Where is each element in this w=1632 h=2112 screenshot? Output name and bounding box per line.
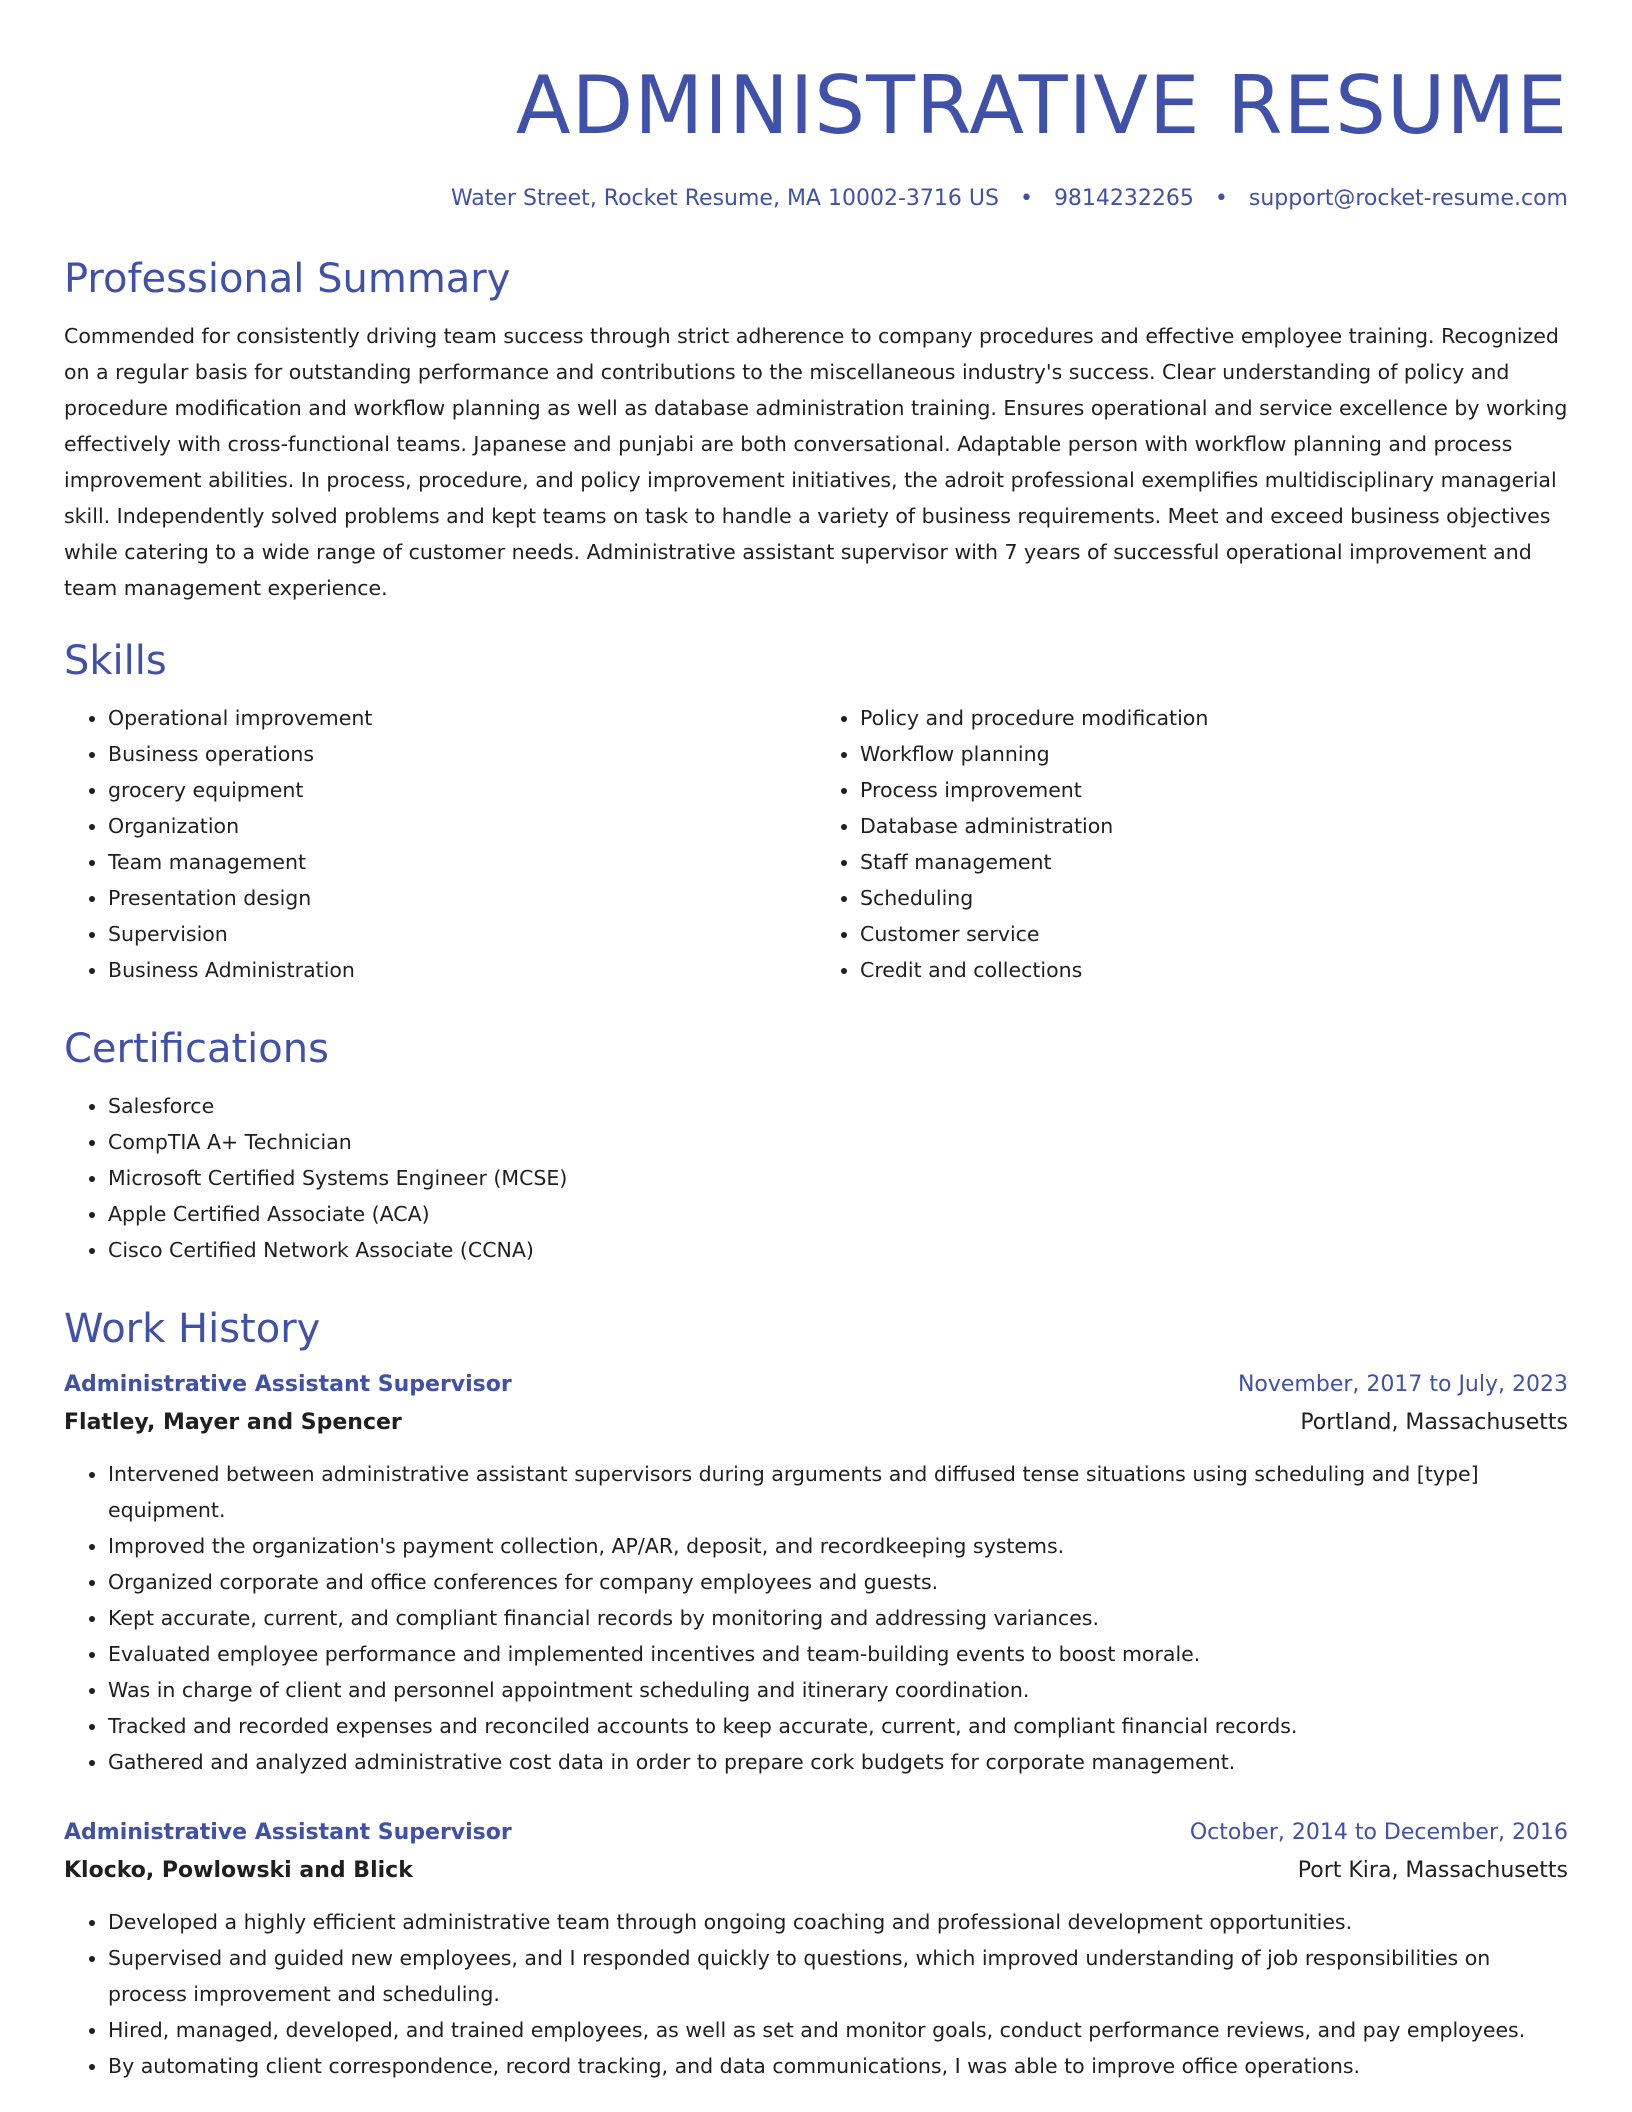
job-bullet: • By automating client correspondence, record tracking, and data communications, I was able to improve office operations. (108, 2048, 1568, 2084)
skill-item: • Business Administration (108, 952, 816, 988)
job-bullet: • Gathered and analyzed administrative cost data in order to prepare cork budgets for corporate management. (108, 1744, 1568, 1780)
resume-page (64, 0, 1568, 2084)
job-header (64, 1366, 1568, 1404)
skill-item: • Staff management (860, 844, 1568, 880)
job-entry (64, 1366, 1568, 1780)
job-subheader (64, 1404, 1568, 1442)
job-location: Portland, Massachusetts (1300, 1410, 1568, 1435)
skill-item: • Scheduling (860, 880, 1568, 916)
skill-item: • Database administration (860, 808, 1568, 844)
job-bullet: • Improved the organization's payment collection, AP/AR, deposit, and recordkeeping systems. (108, 1528, 1568, 1564)
contact-separator: • (1214, 186, 1228, 211)
skill-item: • grocery equipment (108, 772, 816, 808)
job-bullet: • Intervened between administrative assistant supervisors during arguments and diffused tense situations using scheduling and [type] equipment. (108, 1456, 1568, 1528)
job-dates: October, 2014 to December, 2016 (1189, 1820, 1568, 1845)
skill-item: • Customer service (860, 916, 1568, 952)
certification-item: • Apple Certified Associate (ACA) (108, 1196, 1568, 1232)
job-location: Port Kira, Massachusetts (1297, 1858, 1568, 1883)
skill-item: • Organization (108, 808, 816, 844)
job-bullet: • Organized corporate and office conferences for company employees and guests. (108, 1564, 1568, 1600)
summary-heading: Professional Summary (64, 256, 511, 302)
certification-item: • Cisco Certified Network Associate (CCNA) (108, 1232, 1568, 1268)
job-bullet: • Developed a highly efficient administrative team through ongoing coaching and professional development opportunities. (108, 1904, 1568, 1940)
job-bullet: • Evaluated employee performance and implemented incentives and team-building events to boost morale. (108, 1636, 1568, 1672)
job-subheader (64, 1852, 1568, 1890)
skills-list-left (64, 700, 816, 988)
skill-item: • Policy and procedure modification (860, 700, 1568, 736)
certifications-list (64, 1088, 1568, 1268)
job-company: Klocko, Powlowski and Blick (64, 1858, 413, 1883)
job-title: Administrative Assistant Supervisor (64, 1372, 512, 1397)
job-bullet: • Supervised and guided new employees, and I responded quickly to questions, which improved understanding of job responsibilities on process improvement and scheduling. (108, 1940, 1568, 2012)
skills-heading: Skills (64, 638, 167, 684)
contact-separator: • (1019, 186, 1033, 211)
resume-name: ADMINISTRATIVE RESUME (515, 59, 1568, 152)
skills-columns (64, 700, 1568, 988)
job-header (64, 1814, 1568, 1852)
skills-list-right (816, 700, 1568, 988)
skill-item: • Workflow planning (860, 736, 1568, 772)
skill-item: • Business operations (108, 736, 816, 772)
skill-item: • Operational improvement (108, 700, 816, 736)
job-entry (64, 1814, 1568, 2084)
certification-item: • Microsoft Certified Systems Engineer (MCSE) (108, 1160, 1568, 1196)
skill-item: • Team management (108, 844, 816, 880)
contact-line (64, 184, 1568, 214)
contact-phone: 9814232265 (1053, 186, 1194, 211)
job-dates: November, 2017 to July, 2023 (1237, 1372, 1568, 1397)
job-bullet: • Kept accurate, current, and compliant financial records by monitoring and addressing variances. (108, 1600, 1568, 1636)
contact-address: Water Street, Rocket Resume, MA 10002-3716 US (450, 186, 999, 211)
work-history-heading: Work History (64, 1306, 321, 1352)
job-title: Administrative Assistant Supervisor (64, 1820, 512, 1845)
job-bullet: • Tracked and recorded expenses and reconciled accounts to keep accurate, current, and compliant financial records. (108, 1708, 1568, 1744)
certifications-heading: Certifications (64, 1026, 329, 1072)
skill-item: • Supervision (108, 916, 816, 952)
job-bullet: • Hired, managed, developed, and trained employees, as well as set and monitor goals, conduct performance reviews, and pay employees. (108, 2012, 1568, 2048)
certification-item: • CompTIA A+ Technician (108, 1124, 1568, 1160)
job-bullet: • Was in charge of client and personnel appointment scheduling and itinerary coordination. (108, 1672, 1568, 1708)
skill-item: • Credit and collections (860, 952, 1568, 988)
summary-text: Commended for consistently driving team success through strict adherence to company procedures and effective employee training. Recognized on a regular basis for outstanding performance and contributions to the miscellaneous industry's success. Clear understanding of policy and procedure modification and workflow planning as well as database administration training. Ensures operational and service excellence by working effectively with cross-functional teams. Japanese and punjabi are both conversational. Adaptable person with workflow planning and process improvement abilities. In process, procedure, and policy improvement initiatives, the adroit professional exemplifies multidisciplinary managerial skill. Independently solved problems and kept teams on task to handle a variety of business requirements. Meet and exceed business objectives while catering to a wide range of customer needs. Administrative assistant supervisor with 7 years of successful operational improvement and team management experience. (64, 324, 1568, 600)
job-bullets (64, 1904, 1568, 2084)
job-bullets (64, 1456, 1568, 1780)
skill-item: • Process improvement (860, 772, 1568, 808)
certification-item: • Salesforce (108, 1088, 1568, 1124)
contact-email[interactable]: support@rocket-resume.com (1248, 186, 1568, 211)
job-company: Flatley, Mayer and Spencer (64, 1410, 402, 1435)
skill-item: • Presentation design (108, 880, 816, 916)
